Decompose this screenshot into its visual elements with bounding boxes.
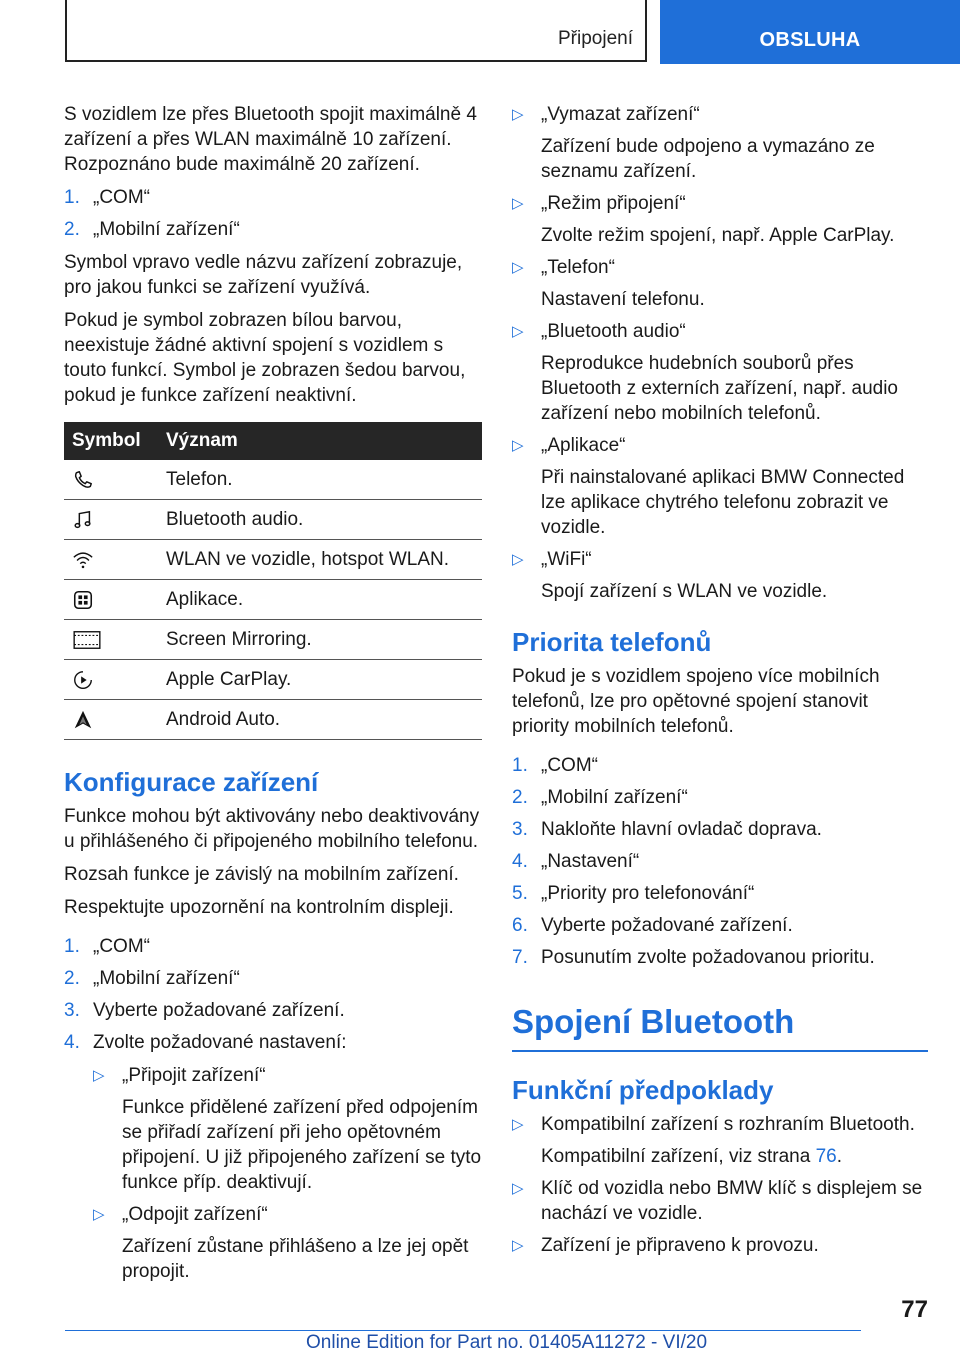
android-auto-icon [72, 709, 94, 731]
triangle-bullet-icon: ▷ [512, 1237, 524, 1254]
config-steps-list [64, 934, 482, 1055]
list-item [512, 1112, 928, 1169]
list-item [64, 1030, 482, 1055]
table-row [64, 460, 482, 500]
list-item [512, 319, 928, 426]
carplay-icon [72, 669, 94, 691]
config-paragraph-2: Rozsah funkce je závislý na mobilním zařízení. [64, 864, 459, 885]
table-row [64, 540, 482, 580]
triangle-bullet-icon: ▷ [512, 1116, 524, 1133]
option-title: „Vymazat zařízení“ [541, 104, 700, 125]
list-item [512, 881, 928, 906]
triangle-bullet-icon: ▷ [512, 106, 524, 123]
triangle-bullet-icon: ▷ [93, 1206, 105, 1223]
table-row [64, 500, 482, 540]
apps-icon [72, 589, 94, 611]
list-item [512, 1176, 928, 1226]
bluetooth-heading: Spojení Bluetooth [512, 1000, 928, 1052]
config-paragraph-3: Respektujte upozornění na kontrolním displeji. [64, 897, 454, 918]
row-text: Screen Mirroring. [166, 628, 312, 650]
option-description: Zvolte režim spojení, např. Apple CarPlay. [541, 225, 895, 246]
header-chapter-label: OBSLUHA [759, 29, 861, 51]
list-text: „Mobilní zařízení“ [93, 219, 240, 240]
table-row [64, 700, 482, 740]
list-number: 1. [64, 187, 80, 208]
wifi-icon [72, 549, 94, 571]
item-text: Zařízení je připraveno k provozu. [541, 1235, 819, 1256]
footer-divider [65, 1330, 861, 1331]
option-title: „WiFi“ [541, 549, 592, 570]
header-section-title: Připojení [558, 28, 633, 49]
list-number: 4. [64, 1032, 80, 1053]
header-section-box [65, 0, 647, 62]
option-title: „Aplikace“ [541, 435, 626, 456]
table-header [64, 422, 482, 460]
prerequisites-heading: Funkční předpoklady [512, 1075, 774, 1105]
priority-steps-list [512, 753, 928, 970]
row-text: Apple CarPlay. [166, 668, 292, 690]
list-item [512, 849, 928, 874]
header-symbol: Symbol [72, 430, 141, 451]
list-number: 4. [512, 851, 528, 872]
list-number: 7. [512, 947, 528, 968]
list-number: 1. [64, 936, 80, 957]
option-title: „Odpojit zařízení“ [122, 1204, 268, 1225]
config-heading: Konfigurace zařízení [64, 767, 319, 797]
list-item [64, 185, 482, 210]
list-number: 3. [64, 1000, 80, 1021]
triangle-bullet-icon: ▷ [512, 323, 524, 340]
header-chapter-tab [660, 0, 960, 64]
list-text: „COM“ [541, 755, 598, 776]
table-row [64, 660, 482, 700]
left-column [64, 102, 482, 1291]
list-number: 3. [512, 819, 528, 840]
list-item [512, 817, 928, 842]
list-item [512, 1233, 928, 1258]
list-number: 1. [512, 755, 528, 776]
list-item [512, 255, 928, 312]
option-title: „Režim připojení“ [541, 193, 686, 214]
list-item [93, 1202, 482, 1284]
list-text: Nakloňte hlavní ovladač doprava. [541, 819, 822, 840]
list-item [512, 547, 928, 604]
option-description: Reprodukce hudebních souborů přes Bluetooth z externích zařízení, např. audio zařízení nebo mobilních telefonů. [541, 353, 898, 424]
option-description: Zařízení bude odpojeno a vymazáno ze seznamu zařízení. [541, 136, 875, 182]
list-text: Vyberte požadované zařízení. [93, 1000, 345, 1021]
row-text: Aplikace. [166, 588, 244, 610]
list-item [512, 785, 928, 810]
right-column [512, 102, 928, 1265]
triangle-bullet-icon: ▷ [512, 437, 524, 454]
triangle-bullet-icon: ▷ [512, 1180, 524, 1197]
right-options-list [512, 102, 928, 604]
list-number: 6. [512, 915, 528, 936]
symbol-table [64, 422, 482, 740]
row-text: Telefon. [166, 468, 233, 490]
row-text: Android Auto. [166, 708, 281, 730]
priority-paragraph: Pokud je s vozidlem spojeno více mobilních telefonů, lze pro opětovné spojení stanovit priority mobilních telefonů. [512, 666, 880, 737]
list-text: Posunutím zvolte požadovanou prioritu. [541, 947, 875, 968]
table-row [64, 620, 482, 660]
option-title: „Telefon“ [541, 257, 615, 278]
option-description: Nastavení telefonu. [541, 289, 705, 310]
music-note-icon [72, 509, 94, 531]
config-options-list [64, 1063, 482, 1284]
list-text: Zvolte požadované nastavení: [93, 1032, 347, 1053]
list-item [512, 945, 928, 970]
list-item [64, 934, 482, 959]
list-item [512, 753, 928, 778]
list-text: Vyberte požadované zařízení. [541, 915, 793, 936]
option-title: „Připojit zařízení“ [122, 1065, 266, 1086]
list-item [512, 433, 928, 540]
table-row [64, 580, 482, 620]
subtext-prefix: Kompatibilní zařízení, viz strana [541, 1146, 811, 1167]
list-item [512, 913, 928, 938]
list-number: 2. [512, 787, 528, 808]
list-text: „Mobilní zařízení“ [93, 968, 240, 989]
page-number: 77 [901, 1296, 928, 1323]
option-description: Funkce přidělené zařízení před odpojením se přiřadí zařízení při jeho opětovném připojení. U již připojeného zařízení se tyto funkce příp. deaktivují. [122, 1097, 482, 1193]
steps-list-1 [64, 185, 482, 242]
list-text: „COM“ [93, 936, 150, 957]
item-text: Klíč od vozidla nebo BMW klíč s displejem se nachází ve vozidle. [541, 1178, 923, 1224]
symbol-color-paragraph: Pokud je symbol zobrazen bílou barvou, neexistuje žádné aktivní spojení s vozidlem s touto funkcí. Symbol je zobrazen šedou barvou, pokud je funkce zařízení neaktivní. [64, 310, 466, 406]
row-text: Bluetooth audio. [166, 508, 304, 530]
list-number: 5. [512, 883, 528, 904]
list-text: „COM“ [93, 187, 150, 208]
triangle-bullet-icon: ▷ [512, 551, 524, 568]
row-text: WLAN ve vozidle, hotspot WLAN. [166, 548, 449, 570]
phone-icon [72, 469, 94, 491]
list-item [64, 217, 482, 242]
list-text: „Priority pro telefonování“ [541, 883, 755, 904]
option-description: Při nainstalované aplikaci BMW Connected lze aplikace chytrého telefonu zobrazit ve vozidle. [541, 467, 905, 538]
option-description: Zařízení zůstane přihlášeno a lze jej opět propojit. [122, 1236, 469, 1282]
item-subtext [541, 1144, 928, 1169]
item-text: Kompatibilní zařízení s rozhraním Bluetooth. [541, 1114, 915, 1135]
list-item [93, 1063, 482, 1195]
triangle-bullet-icon: ▷ [512, 259, 524, 276]
option-description: Spojí zařízení s WLAN ve vozidle. [541, 581, 828, 602]
option-title: „Bluetooth audio“ [541, 321, 686, 342]
subtext-suffix: . [836, 1146, 842, 1167]
footer-edition: Online Edition for Part no. 01405A11272 - VI/20 [306, 1332, 708, 1353]
triangle-bullet-icon: ▷ [93, 1067, 105, 1084]
triangle-bullet-icon: ▷ [512, 195, 524, 212]
prerequisites-list [512, 1112, 928, 1258]
list-item [512, 102, 928, 184]
list-text: „Mobilní zařízení“ [541, 787, 688, 808]
list-number: 2. [64, 968, 80, 989]
header-meaning: Význam [166, 430, 238, 451]
intro-paragraph: S vozidlem lze přes Bluetooth spojit maximálně 4 zařízení a přes WLAN maximálně 10 zařízení. Rozpoznáno bude maximálně 20 zařízení. [64, 104, 477, 175]
page-reference-link[interactable]: 76 [815, 1146, 837, 1167]
list-item [512, 191, 928, 248]
screen-mirroring-icon [72, 629, 102, 651]
list-number: 2. [64, 219, 80, 240]
symbol-paragraph: Symbol vpravo vedle názvu zařízení zobrazuje, pro jakou funkci se zařízení využívá. [64, 252, 463, 298]
list-item [64, 966, 482, 991]
list-item [64, 998, 482, 1023]
list-text: „Nastavení“ [541, 851, 640, 872]
priority-heading: Priorita telefonů [512, 627, 712, 657]
config-paragraph-1: Funkce mohou být aktivovány nebo deaktivovány u přihlášeného či připojeného mobilního telefonu. [64, 806, 480, 852]
